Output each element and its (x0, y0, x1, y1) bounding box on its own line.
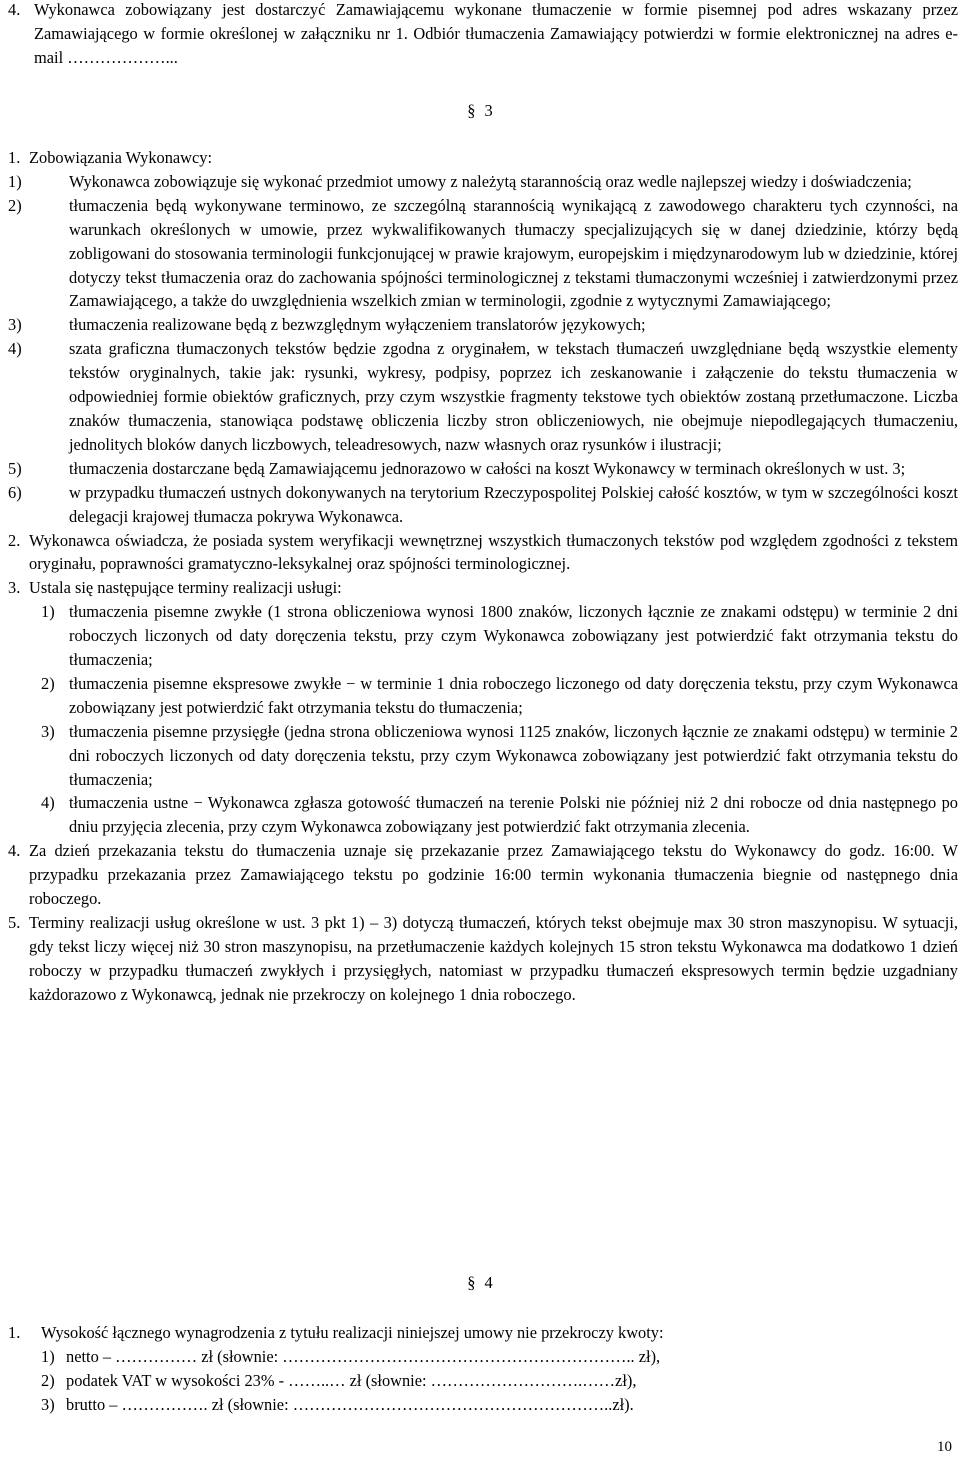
s4-amount-brutto (8, 1393, 958, 1417)
section-heading-4 (0, 1271, 960, 1295)
line-text: brutto – ……………. zł (słownie: …………………………………………………..zł). (66, 1394, 634, 1414)
item-number: 1. (8, 1323, 21, 1342)
subitem-number: 5) (8, 458, 22, 478)
item-text: Ustala się następujące terminy realizacji usługi: (29, 578, 342, 598)
subitem-text: w przypadku tłumaczeń ustnych dokonywanych na terytorium Rzeczypospolitej Polskiej całość kosztów, w tym w szczególności koszt delegacji krajowej tłumacza pokrywa Wykonawca. (69, 482, 958, 526)
section-number: 3 (484, 101, 493, 120)
page-number: 10 (937, 1439, 952, 1455)
section-heading-3 (0, 99, 960, 123)
top-item-4 (8, 0, 958, 70)
subitem-number: 2) (8, 195, 22, 215)
item-text: Za dzień przekazania tekstu do tłumaczenia uznaje się przekazanie przez Zamawiającego tekstu do Wykonawcy do godz. 16:00. W przypadku przekazania przez Zamawiającego tekstu po godzinie 16:00 termin wykonania tłumaczenia biegnie od następnego dnia roboczego. (29, 841, 958, 909)
subitem-number: 1) (8, 171, 22, 191)
s3-subitem-1 (8, 170, 958, 194)
item-text: Terminy realizacji usług określone w ust. 3 pkt 1) – 3) dotyczą tłumaczeń, których tekst obejmuje max 30 stron maszynopisu. W sytuacji, gdy tekst liczy więcej niż 30 stron maszynopisu, na przetłumaczenie każdych kolejnych 15 stron tekstu Wykonawca ma dodatkowo 1 dzień roboczy w przypadku tłumaczeń zwykłych i przysięgłych, natomiast w przypadku tłumaczeń ekspresowych termin będzie uzgadniany każdorazowo z Wykonawcą, jednak nie przekroczy on kolejnego 1 dnia roboczego. (29, 913, 958, 1004)
s3-term-2 (8, 672, 958, 720)
item-text: Wysokość łącznego wynagrodzenia z tytułu realizacji niniejszej umowy nie przekroczy kwoty: (41, 1323, 664, 1342)
subitem-number: 2) (41, 673, 55, 693)
subitem-text: szata graficzna tłumaczonych tekstów będzie zgodna z oryginałem, w tekstach tłumaczeń uwzględniane będą wszystkie elementy tekstów oryginalnych, takie jak: rysunki, wykresy, podpisy, poprzez ich zeskanowanie i załączenie do tekstu tłumaczenia w odpowiedniej formie obiektów graficznych, przy czym wszystkie fragmenty tekstowe tych obiektów zostaną przetłumaczone. Liczba znaków tłumaczenia, stanowiąca podstawę obliczenia liczby stron obliczeniowych, nie obejmuje niepodlegających tłumaczeniu, jednolitych bloków danych liczbowych, teleadresowych, nazw własnych oraz rysunków i ilustracji; (69, 339, 958, 454)
s3-item-2 (8, 529, 958, 577)
subitem-text: tłumaczenia dostarczane będą Zamawiającemu jednorazowo w całości na koszt Wykonawcy w terminach określonych w ust. 3; (69, 458, 906, 478)
item-number: 4. (8, 841, 21, 861)
subitem-text: tłumaczenia pisemne zwykłe (1 strona obliczeniowa wynosi 1800 znaków, liczonych łącznie ze znakami odstępu) w terminie 2 dni roboczych liczonych od daty doręczenia tekstu, przy czym Wykonawca zobowiązany jest potwierdzić fakt otrzymania tekstu do tłumaczenia; (69, 602, 958, 670)
section-4-body (8, 1321, 958, 1417)
s3-subitem-2 (8, 194, 958, 314)
subitem-text: tłumaczenia realizowane będą z bezwzględnym wyłączeniem translatorów językowych; (69, 315, 646, 335)
item-number: 4. (8, 0, 21, 19)
s4-amount-vat (8, 1369, 958, 1393)
s4-item-1 (8, 1321, 958, 1345)
line-text: podatek VAT w wysokości 23% - ……..… zł (słownie: ……………………….……zł), (66, 1370, 637, 1390)
subitem-text: Wykonawca zobowiązuje się wykonać przedmiot umowy z należytą starannością oraz wedle najlepszej wiedzy i doświadczenia; (69, 171, 912, 191)
s3-item-3 (8, 576, 958, 600)
subitem-number: 4) (8, 339, 22, 359)
item-text: Wykonawca oświadcza, że posiada system weryfikacji wewnętrznej wszystkich tłumaczonych tekstów pod względem zgodności z tekstem oryginału, poprawności gramatyczno-leksykalnej oraz spójności terminologicznej. (29, 530, 958, 574)
line-text: netto – …………… zł (słownie: ……………………………………………………….. zł), (66, 1346, 661, 1366)
section-symbol: § (467, 101, 476, 120)
s3-item-4 (8, 839, 958, 911)
s3-term-1 (8, 600, 958, 672)
subitem-text: tłumaczenia ustne − Wykonawca zgłasza gotowość tłumaczeń na terenie Polski nie później niż 2 dni robocze od dnia następnego po dniu przyjęcia zlecenia, przy czym Wykonawca zobowiązany jest potwierdzić fakt otrzymania zlecenia. (69, 793, 958, 837)
s3-subitem-5 (8, 457, 958, 481)
item-text: Zobowiązania Wykonawcy: (29, 148, 213, 167)
item-number: 2. (8, 530, 21, 550)
item-number: 1. (8, 148, 21, 167)
section-number: 4 (484, 1273, 493, 1292)
s4-amount-netto (8, 1345, 958, 1369)
subitem-text: tłumaczenia będą wykonywane terminowo, ze szczególną starannością wynikającą z zawodowego charakteru tych czynności, na warunkach określonych w umowie, przez wykwalifikowanych tłumaczy specjalizujących się w danej dziedzinie, którzy będą zobligowani do stosowania terminologii funkcjonującej w prawie krajowym, europejskim i międzynarodowym lub w dziedzinie, której dotyczy tekst tłumaczenia oraz do zachowania spójności terminologicznej z tekstami tłumaczonymi wcześniej i zatwierdzonymi przez Zamawiającego, a także do uwzględnienia wszelkich zmian w terminologii, zgodnie z wytycznymi Zamawiającego; (69, 195, 958, 311)
subitem-text: tłumaczenia pisemne przysięgłe (jedna strona obliczeniowa wynosi 1125 znaków, liczonych łącznie ze znakami odstępu) w terminie 2 dni roboczych liczonych od daty doręczenia tekstu, przy czym Wykonawca zobowiązany jest potwierdzić fakt otrzymania tekstu do tłumaczenia; (69, 721, 958, 789)
s3-term-4 (8, 791, 958, 839)
s3-item-5 (8, 911, 958, 1007)
item-number: 3. (8, 578, 21, 598)
line-number: 3) (41, 1394, 55, 1414)
s3-item-1 (8, 146, 958, 170)
subitem-text: tłumaczenia pisemne ekspresowe zwykłe − w terminie 1 dnia roboczego liczonego od daty doręczenia tekstu, przy czym Wykonawca zobowiązany jest potwierdzić fakt otrzymania tekstu do tłumaczenia; (69, 673, 958, 717)
line-number: 2) (41, 1370, 55, 1390)
item-number: 5. (8, 913, 21, 932)
subitem-number: 4) (41, 793, 55, 813)
item-text: Wykonawca zobowiązany jest dostarczyć Zamawiającemu wykonane tłumaczenie w formie pisemnej pod adres wskazany przez Zamawiającego w formie określonej w załączniku nr 1. Odbiór tłumaczenia Zamawiający potwierdzi w formie elektronicznej na adres e-mail ………………... (34, 0, 958, 67)
s3-subitem-6 (8, 481, 958, 529)
subitem-number: 1) (41, 602, 55, 622)
s3-subitem-3 (8, 313, 958, 337)
subitem-number: 3) (41, 721, 55, 741)
s3-subitem-4 (8, 337, 958, 457)
subitem-number: 3) (8, 315, 22, 335)
line-number: 1) (41, 1346, 55, 1366)
section-3-body (8, 146, 958, 1007)
s3-term-3 (8, 720, 958, 792)
subitem-number: 6) (8, 482, 22, 502)
section-symbol: § (467, 1273, 476, 1292)
